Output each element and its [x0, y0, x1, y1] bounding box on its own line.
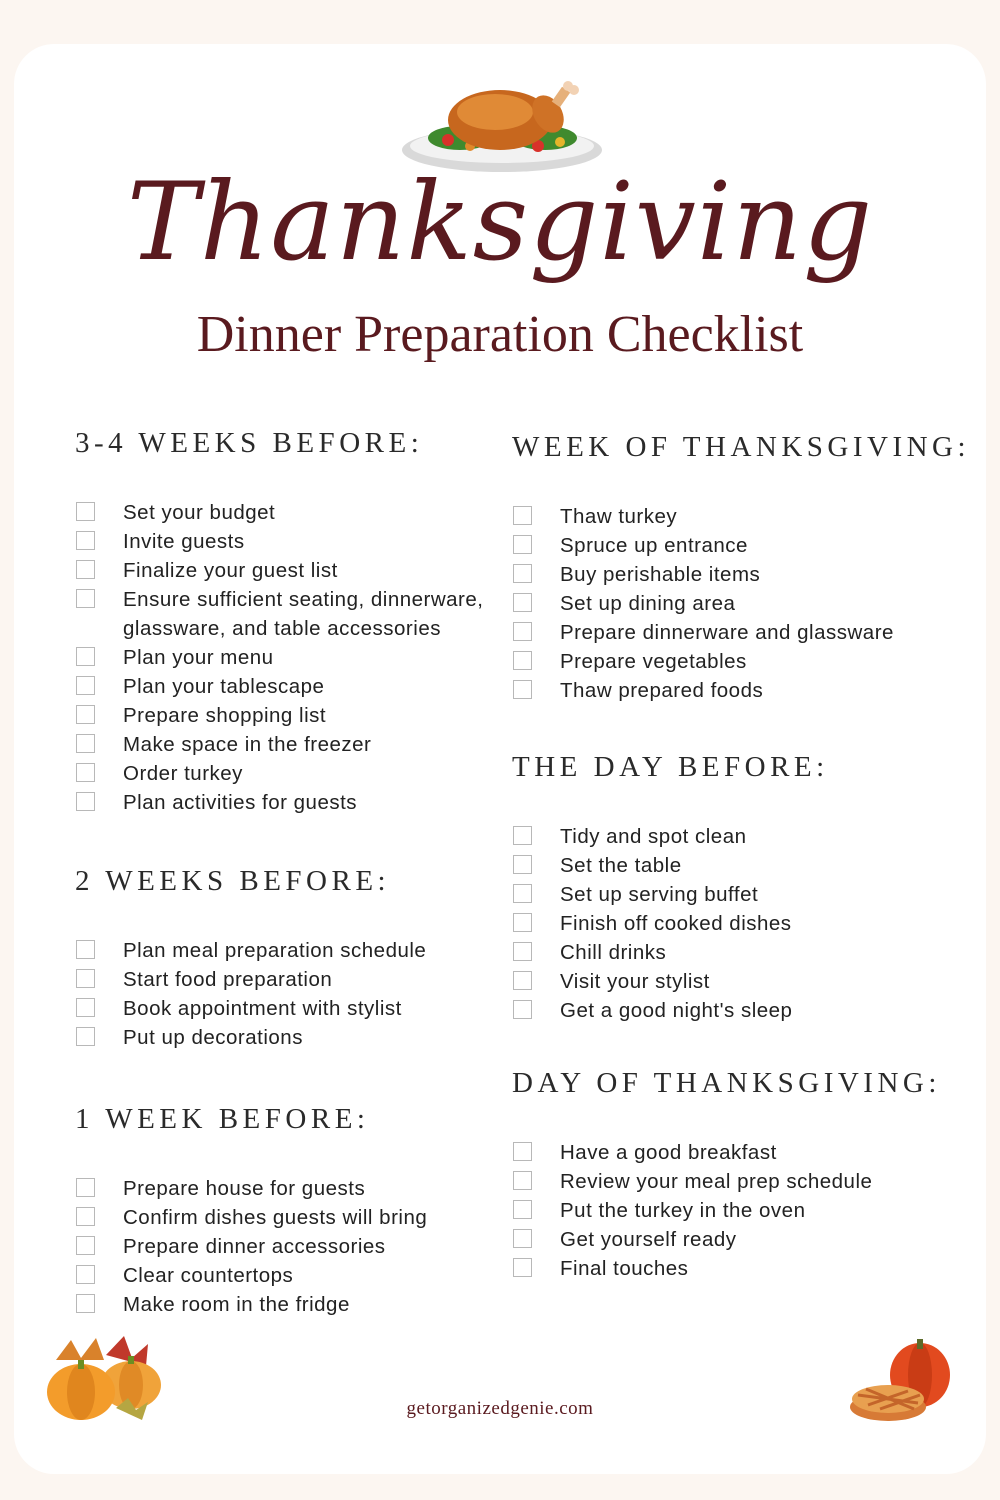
section-heading: DAY OF THANKSGIVING:	[512, 1067, 941, 1099]
checklist-item	[75, 1023, 495, 1052]
checkbox[interactable]	[513, 1142, 532, 1161]
checklist-item	[512, 851, 972, 880]
checklist-item	[75, 585, 495, 643]
item-label: Final touches	[560, 1257, 689, 1280]
item-label: Tidy and spot clean	[560, 825, 747, 848]
item-label: Have a good breakfast	[560, 1141, 777, 1164]
checkbox[interactable]	[76, 763, 95, 782]
checkbox[interactable]	[513, 1171, 532, 1190]
section-day-of-thanksgiving	[512, 1066, 972, 1283]
checklist-item	[512, 1254, 972, 1283]
item-label: Thaw prepared foods	[560, 679, 764, 702]
checklist-item	[75, 701, 495, 730]
section-heading: THE DAY BEFORE:	[512, 751, 829, 783]
checkbox[interactable]	[513, 535, 532, 554]
checkbox[interactable]	[513, 1000, 532, 1019]
checklist-item	[512, 909, 972, 938]
checklist-item	[75, 1261, 495, 1290]
item-label: Prepare vegetables	[560, 650, 747, 673]
section-2-weeks-before	[75, 864, 495, 1052]
item-label: Finalize your guest list	[123, 559, 338, 582]
checkbox[interactable]	[76, 502, 95, 521]
website-link[interactable]: getorganizedgenie.com	[406, 1398, 594, 1419]
checklist-item	[512, 1225, 972, 1254]
item-label: Spruce up entrance	[560, 534, 748, 557]
checkbox[interactable]	[513, 1229, 532, 1248]
item-label: Prepare dinnerware and glassware	[560, 621, 894, 644]
checklist-item	[512, 822, 972, 851]
checkbox[interactable]	[76, 1265, 95, 1284]
checkbox[interactable]	[76, 734, 95, 753]
checklist-item	[75, 994, 495, 1023]
item-label: Put the turkey in the oven	[560, 1199, 806, 1222]
item-label: Set the table	[560, 854, 682, 877]
checklist-item	[75, 498, 495, 527]
checklist-item	[512, 647, 972, 676]
checklist-item	[512, 676, 972, 705]
item-label: Finish off cooked dishes	[560, 912, 792, 935]
item-label: Make room in the fridge	[123, 1293, 350, 1316]
item-label: Plan your tablescape	[123, 675, 325, 698]
checkbox[interactable]	[76, 531, 95, 550]
checklist-item	[75, 643, 495, 672]
item-label: Plan meal preparation schedule	[123, 939, 427, 962]
section-heading: 2 WEEKS BEFORE:	[75, 865, 391, 897]
checkbox[interactable]	[513, 593, 532, 612]
checkbox[interactable]	[76, 1236, 95, 1255]
checkbox[interactable]	[76, 1207, 95, 1226]
item-label: Review your meal prep schedule	[560, 1170, 873, 1193]
checklist-item	[512, 502, 972, 531]
section-heading: 1 WEEK BEFORE:	[75, 1103, 370, 1135]
checkbox[interactable]	[513, 884, 532, 903]
item-label: Get a good night's sleep	[560, 999, 793, 1022]
item-label: Order turkey	[123, 762, 243, 785]
item-label: Buy perishable items	[560, 563, 761, 586]
checklist-item	[512, 1196, 972, 1225]
checklist-item	[75, 1290, 495, 1319]
checklist-item	[75, 1174, 495, 1203]
checklist-item	[75, 672, 495, 701]
item-label: Ensure sufficient seating, dinnerware, glassware, and table accessories	[123, 588, 484, 640]
checklist-item	[512, 589, 972, 618]
checkbox[interactable]	[76, 1294, 95, 1313]
item-label: Start food preparation	[123, 968, 333, 991]
section-week-of-thanksgiving	[512, 430, 972, 705]
checkbox[interactable]	[76, 705, 95, 724]
item-label: Plan activities for guests	[123, 791, 358, 814]
checkbox[interactable]	[513, 651, 532, 670]
checkbox[interactable]	[76, 647, 95, 666]
item-label: Visit your stylist	[560, 970, 710, 993]
section-3-4-weeks-before	[75, 426, 495, 817]
checklist-item	[512, 880, 972, 909]
checkbox[interactable]	[76, 969, 95, 988]
section-heading: WEEK OF THANKSGIVING:	[512, 431, 971, 463]
checkbox[interactable]	[76, 1178, 95, 1197]
item-label: Make space in the freezer	[123, 733, 372, 756]
checklist-item	[75, 1203, 495, 1232]
checkbox[interactable]	[76, 792, 95, 811]
item-label: Prepare dinner accessories	[123, 1235, 386, 1258]
item-label: Thaw turkey	[560, 505, 678, 528]
checkbox[interactable]	[513, 942, 532, 961]
checklist-item	[75, 556, 495, 585]
item-label: Invite guests	[123, 530, 245, 553]
item-label: Put up decorations	[123, 1026, 303, 1049]
page-subtitle: Dinner Preparation Checklist	[196, 306, 804, 363]
checklist-item	[512, 1167, 972, 1196]
checklist-item	[512, 938, 972, 967]
checkbox[interactable]	[76, 589, 95, 608]
checkbox[interactable]	[76, 676, 95, 695]
checkbox[interactable]	[513, 506, 532, 525]
checklist-item	[512, 1138, 972, 1167]
checkbox[interactable]	[513, 855, 532, 874]
checkbox[interactable]	[513, 1258, 532, 1277]
checklist-item	[512, 560, 972, 589]
item-label: Prepare shopping list	[123, 704, 327, 727]
checklist-item	[75, 936, 495, 965]
checkbox[interactable]	[76, 560, 95, 579]
item-label: Get yourself ready	[560, 1228, 737, 1251]
checkbox[interactable]	[513, 826, 532, 845]
checkbox[interactable]	[76, 940, 95, 959]
checklist-item	[75, 1232, 495, 1261]
checklist-item	[512, 531, 972, 560]
checkbox[interactable]	[513, 622, 532, 641]
checkbox[interactable]	[513, 680, 532, 699]
checklist-item	[75, 730, 495, 759]
checklist-item	[75, 527, 495, 556]
checklist-item	[75, 965, 495, 994]
section-1-week-before	[75, 1102, 495, 1319]
checkbox[interactable]	[513, 564, 532, 583]
item-label: Set up serving buffet	[560, 883, 759, 906]
item-label: Set up dining area	[560, 592, 736, 615]
checkbox[interactable]	[513, 1200, 532, 1219]
checklist-item	[75, 788, 495, 817]
checkbox[interactable]	[76, 998, 95, 1017]
checkbox[interactable]	[76, 1027, 95, 1046]
section-the-day-before	[512, 750, 972, 1025]
item-label: Chill drinks	[560, 941, 667, 964]
item-label: Clear countertops	[123, 1264, 294, 1287]
section-heading: 3-4 WEEKS BEFORE:	[75, 427, 424, 459]
item-label: Set your budget	[123, 501, 276, 524]
item-label: Confirm dishes guests will bring	[123, 1206, 428, 1229]
checkbox[interactable]	[513, 913, 532, 932]
page-title: Thanksgiving	[126, 160, 874, 285]
checklist-item	[512, 996, 972, 1025]
checklist-item	[75, 759, 495, 788]
item-label: Book appointment with stylist	[123, 997, 402, 1020]
item-label: Prepare house for guests	[123, 1177, 366, 1200]
item-label: Plan your menu	[123, 646, 274, 669]
checkbox[interactable]	[513, 971, 532, 990]
checklist-item	[512, 618, 972, 647]
checklist-item	[512, 967, 972, 996]
